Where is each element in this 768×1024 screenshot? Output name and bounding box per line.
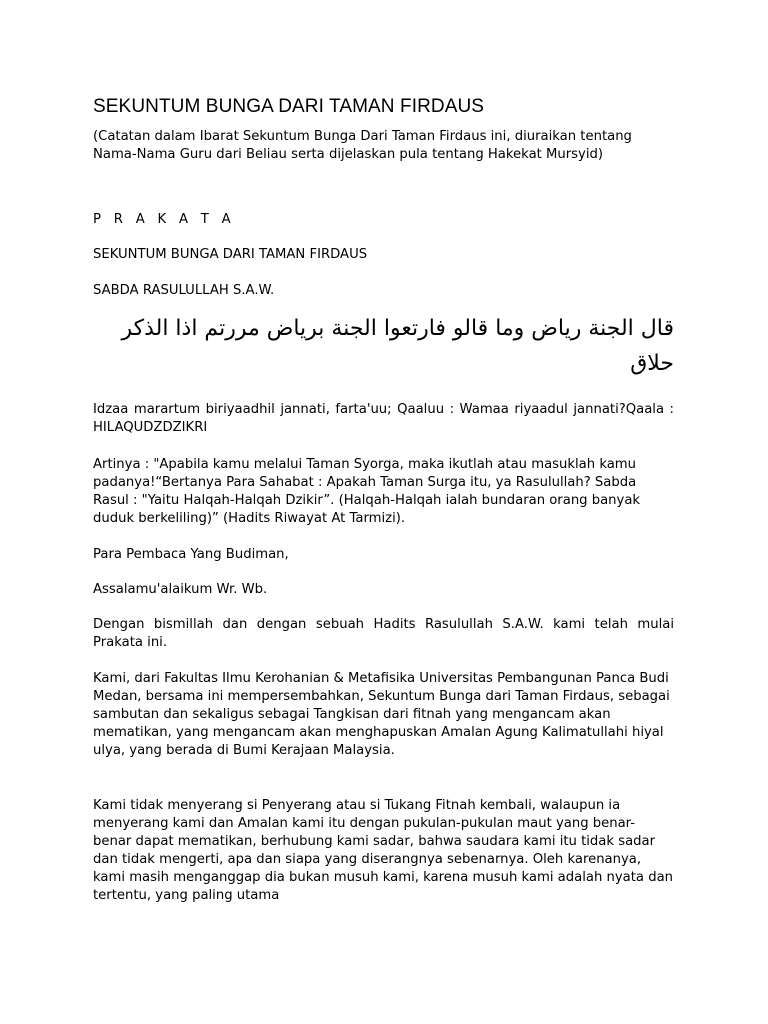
document-title: SEKUNTUM BUNGA DARI TAMAN FIRDAUS: [93, 96, 485, 117]
arabic-hadith: قال الجنة رياض وما قالو فارتعوا الجنة برياض مررتم اذا الذكر حلاق: [121, 316, 674, 376]
body-paragraph-1: Kami, dari Fakultas Ilmu Kerohanian & Metafisika Universitas Pembangunan Panca Budi Medan, bersama ini mempersembahkan, Sekuntum Bunga dari Taman Firdaus, sebagai sambutan dan sekaligus sebagai Tangkisan dari fitnah yang mengancam akan mematikan, yang mengancam akan menghapuskan Amalan Agung Kalimatullahi hiyal ulya, yang berada di Bumi Kerajaan Malaysia.: [93, 671, 670, 758]
section-subtitle: SEKUNTUM BUNGA DARI TAMAN FIRDAUS: [93, 247, 368, 262]
greeting-line: Para Pembaca Yang Budiman,: [93, 547, 289, 562]
prakata-heading: P R A K A T A: [93, 212, 235, 227]
transliteration-paragraph: Idzaa marartum biriyaadhil jannati, farta'uu; Qaaluu : Wamaa riyaadul jannati?Qaala : HILAQUDZDZIKRI: [93, 402, 674, 435]
body-paragraph-2: Kami tidak menyerang si Penyerang atau si Tukang Fitnah kembali, walaupun ia menyerang kami dan Amalan kami itu dengan pukulan-pukulan maut yang benar- benar dapat mematikan, berhubung kami sadar, bahwa saudara kami itu tidak sadar dan tidak mengerti, apa dan siapa yang diserangnya sebenarnya. Oleh karenanya, kami masih menganggap dia bukan musuh kami, karena musuh kami adalah nyata dan tertentu, yang paling utama: [93, 798, 674, 903]
sabda-heading: SABDA RASULULLAH S.A.W.: [93, 283, 275, 298]
translation-paragraph: Artinya : "Apabila kamu melalui Taman Syorga, maka ikutlah atau masuklah kamu padanya!“Bertanya Para Sahabat : Apakah Taman Surga itu, ya Rasulullah? Sabda Rasul : "Yaitu Halqah-Halqah Dzikir”. (Halqah-Halqah ialah bundaran orang banyak duduk berkeliling)” (Hadits Riwayat At Tarmizi).: [93, 457, 641, 526]
salam-line: Assalamu'alaikum Wr. Wb.: [93, 582, 268, 597]
opening-paragraph: Dengan bismillah dan dengan sebuah Hadits Rasulullah S.A.W. kami telah mulai Prakata ini.: [93, 617, 674, 650]
intro-paragraph: (Catatan dalam Ibarat Sekuntum Bunga Dari Taman Firdaus ini, diuraikan tentang Nama-Nama Guru dari Beliau serta dijelaskan pula tentang Hakekat Mursyid): [93, 129, 632, 162]
